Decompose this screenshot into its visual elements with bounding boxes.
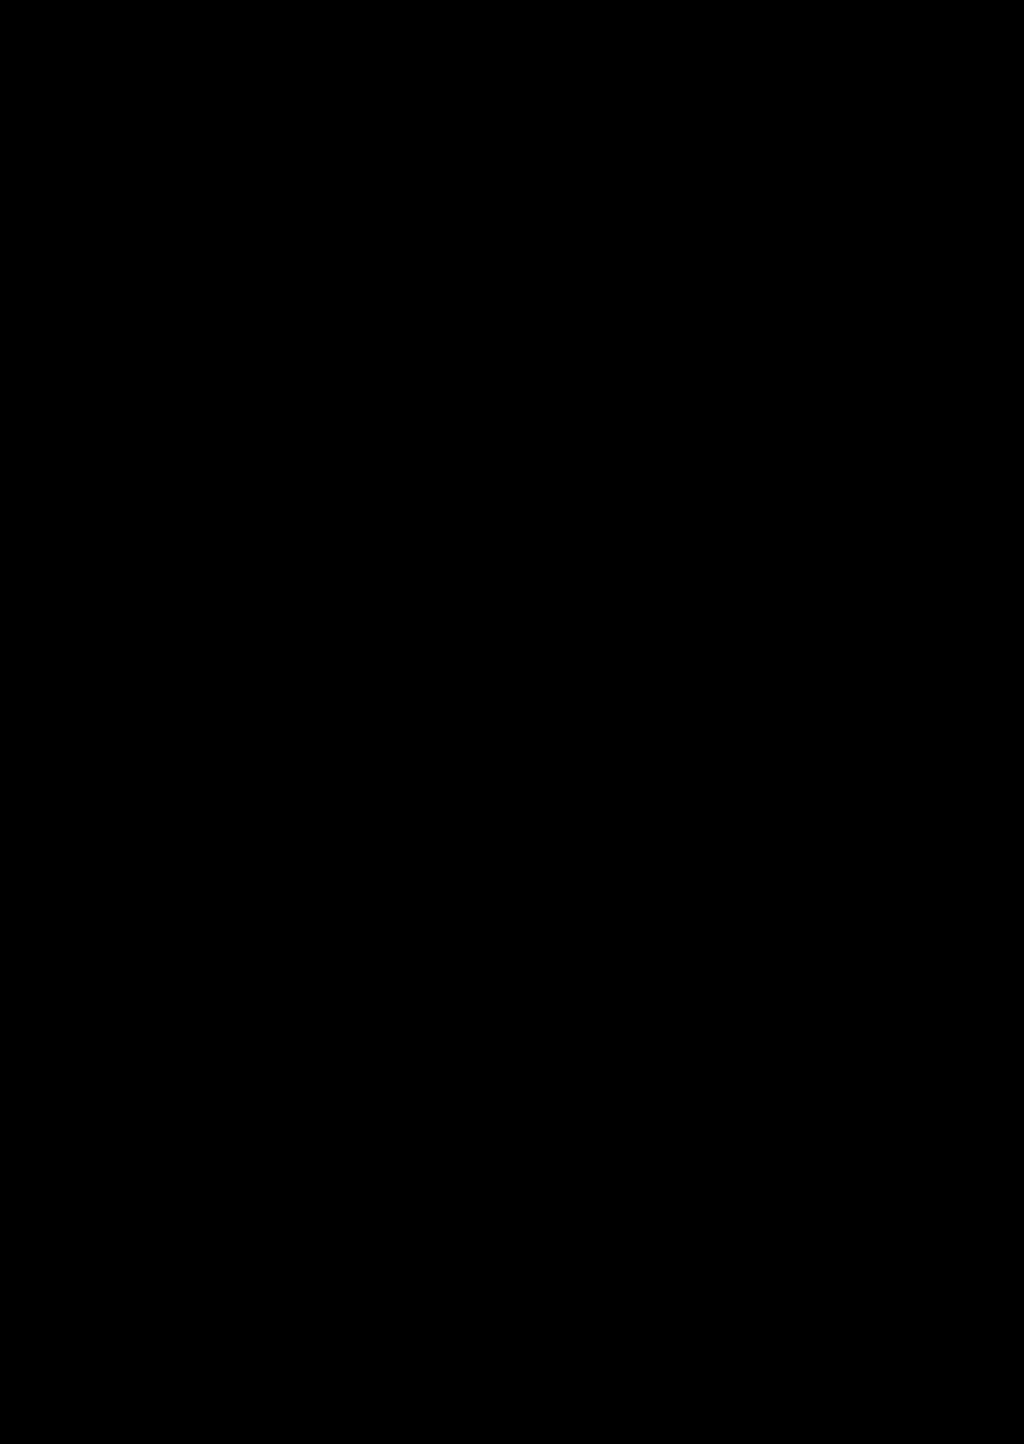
- notice-line: Zgodnie z art. 128 ust. 2 ustawy z dnia 12 marca 2004 r. o pomocy społecznej (t. j. Dz. U.: [120, 755, 895, 776]
- page-number: 13: [868, 1368, 884, 1385]
- item-number: 9.: [120, 430, 135, 451]
- deadline-text: Termin wykonania: na bieżąco.: [154, 164, 393, 185]
- legal-basis-line: Podstawa prawna: art. 106 ust. 4 ustawy z dnia 12 marca 2004 r. o pomocy społecznej: [147, 308, 895, 329]
- deadline-text: Termin wykonania: na bieżąco.: [147, 608, 386, 629]
- item-number: 8.: [120, 237, 135, 258]
- recipient-item: 2. a/a: [120, 1264, 153, 1280]
- notice-line: pokontrolnych uprzejmie proszę o poinformowanie tut. Wydziału, w terminie 30 dni od daty: [120, 873, 895, 894]
- item-text-line: w Jeleniej Górze.: [147, 502, 280, 523]
- notice-heading: POUCZENIE: [454, 729, 561, 750]
- item-text-line: Świadczenia z pomocy społecznej przyznawać decyzją administracyjną podpisaną przez: [147, 430, 895, 451]
- legal-basis-line: Podstawa prawna: art. 112 ust. 5 ustawy z dnia 12 marca 2004 r. o pomocy społecznej: [147, 538, 895, 559]
- notice-line: Wydziału Zdrowia i Polityki Społecznej Dolnośląskiego Urzędu Wojewódzkiego: [120, 826, 895, 847]
- notice-line: od dnia otrzymania zaleceń pokontrolnych zgłosić do nich pisemne zastrzeżenia do Dyrektora: [120, 802, 895, 823]
- legal-basis-line: (t. j. Dz. U. z 2018 r., poz. 1508 ze zm.).: [147, 343, 454, 364]
- notice-line: powyższych zaleceń lub przyczynach braku ich realizacji.: [120, 921, 561, 942]
- notice-line: we Wrocławiu. W przypadku niewniesienia zastrzeżeń do sformułowanych zaleceń: [120, 850, 895, 871]
- legal-basis-line: (t. j. Dz. U. z 2018 r., poz. 1508 ze zm.).: [147, 573, 454, 594]
- recipients-heading: Otrzymują:: [120, 1228, 189, 1244]
- item-text-line: Przed wydaniem decyzji o przyznaniu lub odmowie przyznania świadczenia: [147, 237, 895, 258]
- notice-line: otrzymania niniejszego pisma, o sposobie wykorzystania wyników kontroli, realizacji: [120, 897, 895, 918]
- notice-line: z 2018 r., poz. 1508 ze zm.) kierownik jednostki podlegającej kontroli może w terminie 7 dni: [120, 779, 895, 800]
- deadline-text: Termin wykonania: na bieżąco.: [147, 378, 386, 399]
- item-text-line: Dyrektora Ośrodka lub upoważnionego na wniosek Dyrektora innego pracownika MOPS: [147, 466, 895, 487]
- item-text-line: przeprowadzać rodzinny wywiad środowiskowy.: [147, 272, 519, 293]
- continuation-line: społecznej (t. j. Dz. U. z 2018 r., poz. 1508 ze zm.).: [154, 129, 546, 150]
- recipient-item: 1. Prezydent Jeleniej Góry: [120, 1245, 280, 1261]
